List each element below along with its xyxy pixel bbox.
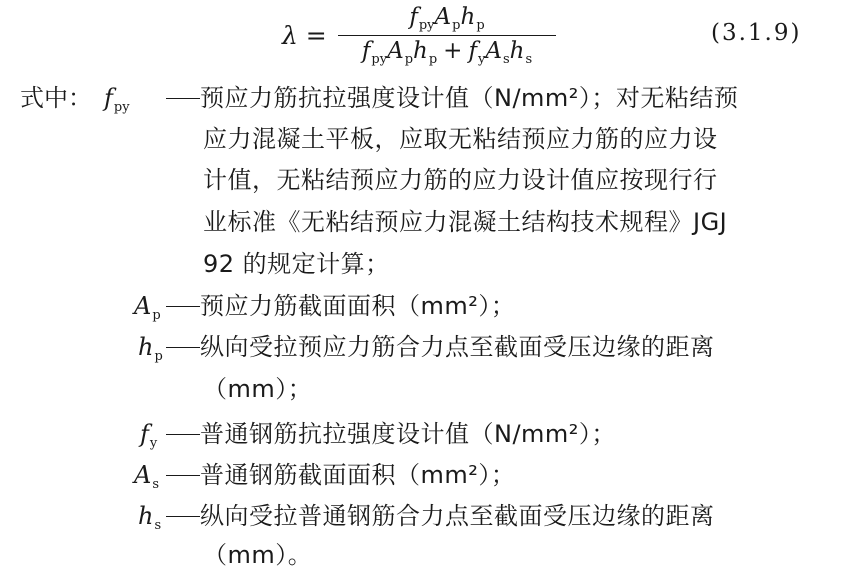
- symbol-f-y: $f_y$: [140, 420, 158, 451]
- num-term-3: $h_p$: [460, 4, 485, 33]
- formula-fraction: [336, 4, 558, 66]
- equation-number: (3.1.9): [711, 20, 802, 46]
- definition-text: 普通钢筋截面面积（mm²）；: [200, 461, 516, 489]
- den-term-1: $f_{py}$: [361, 38, 388, 67]
- fraction-numerator: [336, 4, 558, 33]
- definition-text: 计值，无粘结预应力筋的应力设计值应按现行行: [203, 166, 718, 194]
- definition-dash: [166, 347, 200, 348]
- plus-sign: +: [443, 38, 463, 64]
- definition-text: （mm）。: [203, 541, 313, 569]
- symbol-a-s: $A_s$: [134, 461, 160, 492]
- formula-block: [0, 4, 855, 66]
- definition-text: 纵向受拉预应力筋合力点至截面受压边缘的距离: [200, 333, 715, 361]
- symbol-a-p: $A_p$: [134, 292, 161, 323]
- definition-dash: [166, 98, 200, 99]
- definition-text: 92 的规定计算；: [203, 250, 390, 278]
- symbol-h-s: $h_s$: [138, 502, 162, 533]
- den-term-3: $h_p$: [413, 38, 438, 67]
- definition-dash: [166, 516, 200, 517]
- definition-text: 应力混凝土平板，应取无粘结预应力筋的应力设: [203, 125, 718, 153]
- fraction-denominator: [336, 38, 558, 67]
- num-term-2: $A_p$: [434, 4, 461, 33]
- den-term-4: $f_y$: [468, 38, 486, 67]
- definition-text: 普通钢筋抗拉强度设计值（N/mm²）；: [200, 420, 616, 448]
- den-term-2: $A_p$: [387, 38, 414, 67]
- den-term-6: $h_s$: [509, 38, 533, 67]
- definition-dash: [166, 434, 200, 435]
- definition-dash: [166, 475, 200, 476]
- fraction-bar: [338, 35, 556, 36]
- symbol-h-p: $h_p$: [138, 333, 163, 364]
- where-label: 式中：: [20, 84, 92, 112]
- definition-text: （mm）；: [203, 375, 313, 403]
- symbol-f-py: $f_{py}$: [104, 84, 130, 115]
- formula-lhs: λ =: [282, 21, 327, 50]
- definition-text: 预应力筋截面面积（mm²）；: [200, 292, 516, 320]
- den-term-5: $A_s$: [485, 38, 510, 67]
- definition-text: 纵向受拉普通钢筋合力点至截面受压边缘的距离: [200, 502, 715, 530]
- definition-dash: [166, 306, 200, 307]
- definition-text: 预应力筋抗拉强度设计值（N/mm²）；对无粘结预: [200, 84, 739, 112]
- num-term-1: $f_{py}$: [409, 4, 435, 33]
- definition-text: 业标准《无粘结预应力混凝土结构技术规程》JGJ: [203, 208, 728, 236]
